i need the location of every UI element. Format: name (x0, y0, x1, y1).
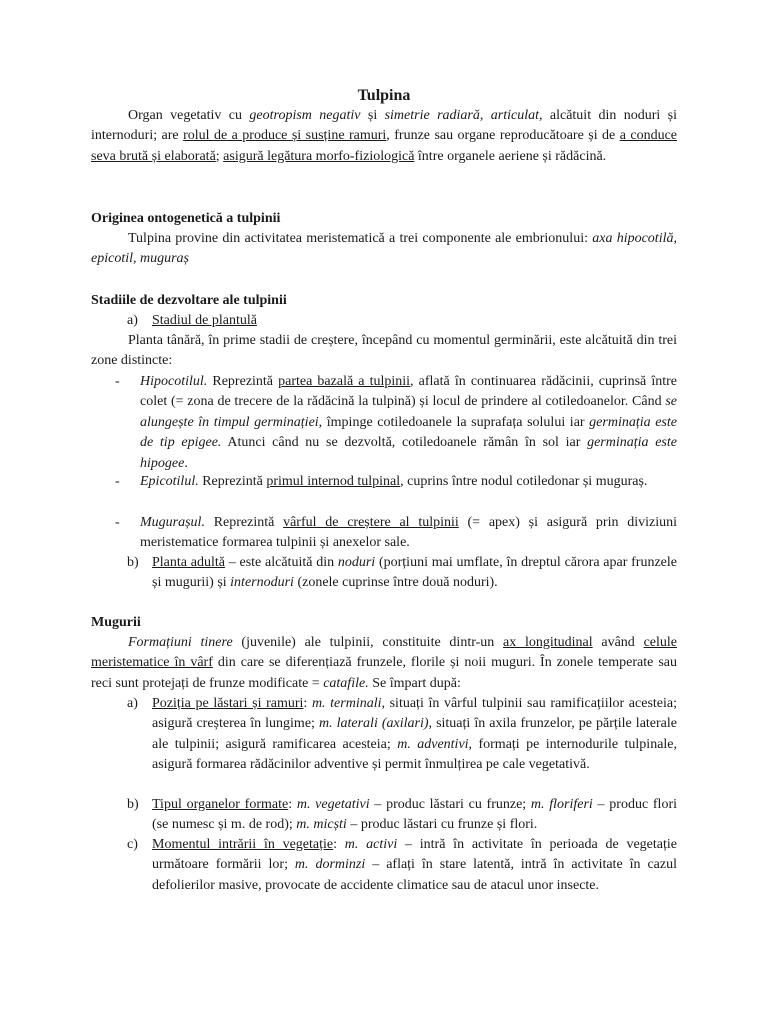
text: (juvenile) ale tulpinii, constituite dintr-un (232, 635, 503, 650)
text: având (592, 635, 644, 650)
text: – produc flori (se numesc și m. de rod); (152, 797, 677, 833)
text: m. vegetativi (296, 797, 370, 812)
text: internoduri (230, 575, 294, 591)
text: germinația este de tip epigee. (140, 414, 677, 451)
text: Organ vegetativ cu (128, 108, 250, 123)
text: Se împart după: (368, 675, 461, 691)
text: Formațiuni tinere (128, 635, 233, 650)
text: . (184, 455, 188, 471)
text: asigură legătura morfo-fiziologică (223, 148, 415, 164)
list-marker: a) (127, 696, 138, 711)
list-marker: - (115, 474, 120, 489)
intro-paragraph (91, 106, 677, 167)
text: Epicotilul. (140, 474, 199, 489)
text: Hipocotilul. (140, 374, 208, 389)
text: : (288, 797, 297, 812)
text: Planta adultă (152, 555, 225, 570)
text: (= apex) și asigură prin diviziuni meristematice formarea tulpinii și anexelor sale. (140, 515, 677, 551)
text: Reprezintă (207, 374, 279, 389)
hipocotil-item (140, 372, 677, 474)
text: vârful de creștere al tulpinii (283, 515, 459, 530)
text: , (133, 251, 140, 267)
text: m. adventivi (397, 736, 469, 752)
text: Mugurașul. (140, 515, 205, 530)
text: germinația este hipogee (140, 435, 677, 471)
buds-heading: Mugurii (91, 615, 141, 630)
text: între organele aeriene și rădăcină. (414, 148, 607, 164)
text: m. laterali (axilari) (318, 716, 429, 732)
muguras-item (140, 513, 677, 554)
text: : (303, 696, 312, 711)
buds-position-item (152, 694, 677, 776)
text: ax longitudinal (503, 635, 593, 650)
text: din care se diferențiază frunzele, florile și noii muguri. În zonele temperate sau reci sunt protejați de frunze modificate = (91, 655, 677, 691)
plantula-paragraph: Planta tânără, în prime stadii de creștere, începând cu momentul germinării, este alcătuită din trei zone distincte: (91, 333, 677, 369)
text: , (673, 231, 677, 246)
text: a conduce seva brută și elaborată (91, 128, 678, 164)
text: , împinge cotiledoanele la suprafața solului iar (318, 414, 590, 430)
text: Momentul intrării în vegetație (152, 837, 334, 852)
text: m. floriferi (530, 797, 593, 812)
text: – produc lăstari cu frunze și flori. (346, 817, 538, 833)
text: , situați în axila frunzelor, pe părțile laterale ale tulpinii; asigură ramificarea acesteia; (152, 716, 677, 752)
text: Poziția pe lăstari și ramuri (152, 696, 304, 711)
text: , frunze sau organe reproducătoare și de (386, 128, 620, 144)
text: Atunci când nu se dezvoltă, cotiledoanele rămân în sol iar (221, 435, 588, 451)
stages-heading: Stadiile de dezvoltare ale tulpinii (91, 293, 287, 308)
list-marker: a) (127, 313, 138, 328)
page-title: Tulpina (357, 87, 411, 104)
text: noduri (337, 555, 376, 570)
list-marker: b) (127, 555, 139, 570)
buds-vegetation-item (152, 835, 677, 896)
text: – produc lăstari cu frunze; (369, 797, 531, 812)
text: Tipul organelor formate (152, 797, 289, 812)
text: Reprezintă (204, 515, 284, 530)
text: Reprezintă (198, 474, 267, 489)
text: simetrie radiară (384, 108, 480, 123)
text: (porțiuni mai umflate, în dreptul cărora apar frunzele și mugurii) și (152, 555, 678, 591)
text: , (479, 108, 491, 123)
text: axa hipocotilă (592, 231, 674, 246)
text: Tulpina provine din activitatea meristematică a trei componente ale embrionului: (128, 231, 593, 246)
text: m. activi (344, 837, 398, 852)
origin-heading: Originea ontogenetică a tulpinii (91, 211, 281, 226)
epicotil-item (140, 472, 677, 492)
text: muguraș (140, 251, 190, 267)
text: m. micști (296, 817, 347, 833)
text: m. dorminzi (294, 857, 366, 873)
list-marker: - (115, 515, 120, 530)
stage-plantula-label: Stadiul de plantulă (152, 313, 257, 328)
text: se alungește în timpul germinației (140, 394, 677, 430)
text: rolul de a produce și susține ramuri (183, 128, 387, 144)
list-marker: c) (127, 837, 138, 852)
text: partea bazală a tulpinii (278, 374, 411, 389)
text: celule meristematice în vârf (91, 635, 677, 671)
text: geotropism negativ (249, 108, 361, 123)
text: : (333, 837, 345, 852)
list-marker: b) (127, 797, 139, 812)
text: – este alcătuită din (224, 555, 338, 570)
planta-adulta-item (152, 553, 677, 594)
buds-organ-type-item (152, 795, 677, 836)
text: (zonele cuprinse între două noduri). (293, 575, 498, 591)
text: catafile. (323, 675, 369, 691)
text: , cuprins între nodul cotiledonar și muguraș. (400, 474, 648, 489)
text: , alcătuit din noduri și internoduri; are (91, 108, 678, 144)
text: , formați pe internodurile tulpinale, asigură formarea rădăcinilor adventive și permit înmulțirea pe cale vegetativă. (152, 736, 678, 773)
text: epicotil (91, 251, 133, 267)
text: ; (215, 148, 224, 164)
list-marker: - (115, 374, 120, 389)
buds-paragraph (91, 633, 677, 694)
origin-paragraph (91, 229, 677, 270)
text: articulat (490, 108, 539, 123)
text: m. terminali (311, 696, 382, 711)
text: , situați în vârful tulpinii sau ramificațiilor acesteia; asigură creșterea în lungime; (152, 696, 677, 732)
text: – aflați în stare latentă, intră în activitate în cazul defolierilor masive, provocate de accidente climatice sau de atacul unor insecte. (152, 857, 677, 893)
text: și (360, 108, 385, 123)
text: – intră în activitate în perioada de vegetație următoare formării lor; (152, 837, 677, 873)
text: primul internod tulpinal (266, 474, 401, 489)
text: , aflată în continuarea rădăcinii, cuprinsă între colet (= zona de trecere de la rădăcină la tulpină) și locul de prindere al cotiledoanelor. Când (140, 374, 677, 410)
